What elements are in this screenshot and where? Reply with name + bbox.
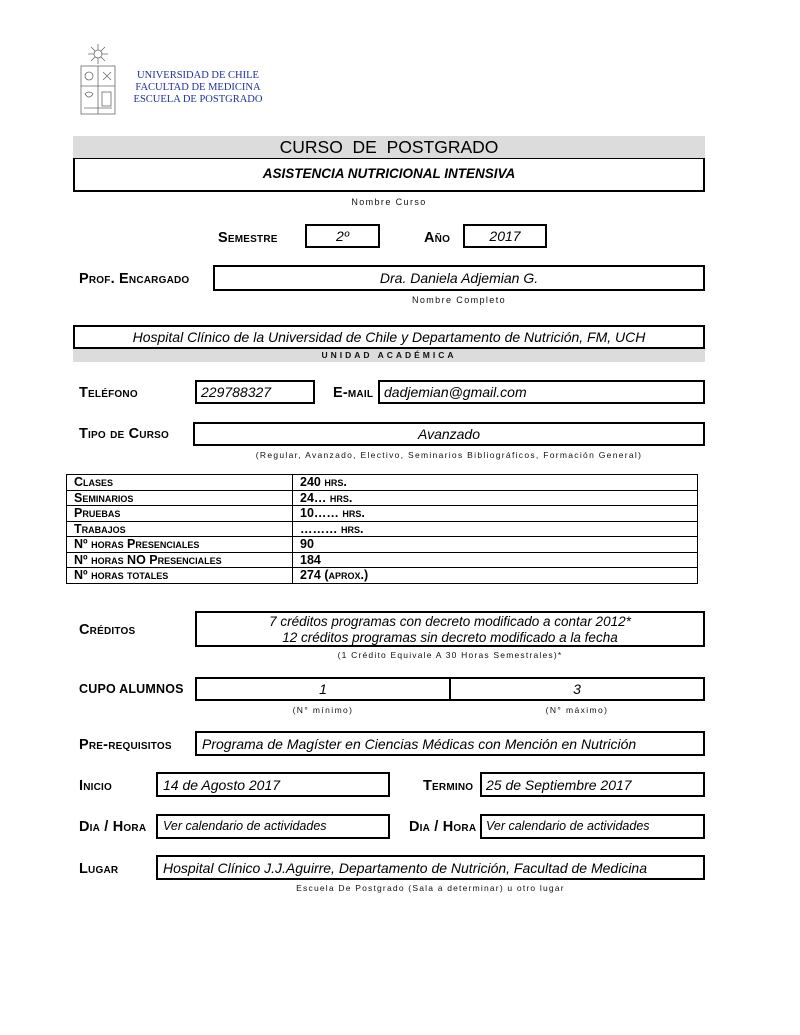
prerequisites-value: Programa de Magíster en Ciencias Médicas con Mención en Nutrición: [202, 736, 637, 752]
email-value: dadjemian@gmail.com: [384, 384, 527, 400]
hours-value: 90: [293, 537, 698, 553]
place-value: Hospital Clínico J.J.Aguirre, Departamento de Nutrición, Facultad de Medicina: [163, 860, 648, 876]
year-value: 2017: [489, 228, 521, 244]
course-type-label: Tipo de Curso: [79, 426, 169, 442]
school-name: ESCUELA DE POSTGRADO: [133, 94, 263, 105]
hours-value: 274 (aprox.): [293, 568, 698, 584]
credits-label: Créditos: [79, 622, 136, 638]
hours-table: [66, 474, 698, 584]
semester-value: 2º: [336, 228, 349, 244]
table-row: [67, 537, 698, 553]
email-label: E-mail: [333, 385, 374, 401]
hours-label: Nº horas totales: [67, 568, 293, 584]
day-hour-label-2: Dia / Hora: [409, 819, 477, 835]
prerequisites-label: Pre-requisitos: [79, 737, 172, 753]
hours-value: 184: [293, 552, 698, 568]
hours-value: 10…… hrs.: [293, 506, 698, 522]
day-hour-value-1: Ver calendario de actividades: [163, 819, 327, 833]
course-type-value: Avanzado: [417, 426, 480, 442]
semester-label: Semestre: [218, 230, 278, 246]
hours-label: Seminarios: [67, 490, 293, 506]
end-value: 25 de Septiembre 2017: [486, 777, 632, 793]
phone-label: Teléfono: [79, 385, 138, 401]
academic-unit-caption: UNIDAD ACADÉMICA: [321, 350, 457, 360]
faculty-name: FACULTAD DE MEDICINA: [135, 82, 261, 93]
credits-caption: (1 Crédito Equivale A 30 Horas Semestrales)*: [337, 650, 563, 660]
professor-label: Prof. Encargado: [79, 271, 190, 287]
place-caption: Escuela De Postgrado (Sala a determinar) u otro lugar: [296, 883, 565, 893]
credits-line-2: 12 créditos programas sin decreto modificado a la fecha: [282, 630, 618, 645]
table-row: [67, 490, 698, 506]
professor-caption: Nombre Completo: [411, 295, 507, 305]
university-header: [124, 70, 272, 106]
quota-min-value: 1: [319, 681, 327, 697]
hours-value: ……… hrs.: [293, 521, 698, 537]
day-hour-label-1: Dia / Hora: [79, 819, 147, 835]
academic-unit-value: Hospital Clínico de la Universidad de Chile y Departamento de Nutrición, FM, UCH: [132, 329, 646, 345]
start-value: 14 de Agosto 2017: [163, 777, 281, 793]
form-title: CURSO DE POSTGRADO: [279, 137, 499, 157]
start-label: Inicio: [79, 778, 113, 794]
quota-max-value: 3: [573, 681, 581, 697]
place-label: Lugar: [79, 861, 119, 877]
hours-label: Nº horas Presenciales: [67, 537, 293, 553]
course-name: ASISTENCIA NUTRICIONAL INTENSIVA: [262, 166, 516, 181]
quota-label: CUPO ALUMNOS: [79, 682, 184, 696]
university-name: UNIVERSIDAD DE CHILE: [137, 70, 259, 81]
day-hour-value-2: Ver calendario de actividades: [486, 819, 650, 833]
table-row: [67, 552, 698, 568]
table-row: [67, 475, 698, 491]
year-label: Año: [424, 230, 451, 246]
hours-label: Pruebas: [67, 506, 293, 522]
hours-label: Clases: [67, 475, 293, 491]
course-name-caption: Nombre Curso: [351, 197, 427, 207]
table-row: [67, 521, 698, 537]
hours-value: 24… hrs.: [293, 490, 698, 506]
end-label: Termino: [423, 778, 474, 794]
table-row: [67, 506, 698, 522]
phone-value: 229788327: [201, 384, 272, 400]
hours-label: Nº horas NO Presenciales: [67, 552, 293, 568]
credits-line-1: 7 créditos programas con decreto modificado a contar 2012*: [269, 614, 631, 629]
professor-value: Dra. Daniela Adjemian G.: [379, 270, 539, 286]
university-seal-icon: [76, 42, 120, 120]
quota-max-caption: (N° máximo): [545, 705, 609, 715]
hours-label: Trabajos: [67, 521, 293, 537]
hours-value: 240 hrs.: [293, 475, 698, 491]
table-row: [67, 568, 698, 584]
course-type-caption: (Regular, Avanzado, Electivo, Seminarios Bibliográficos, Formación General): [255, 450, 643, 460]
quota-min-caption: (N° mínimo): [292, 705, 354, 715]
